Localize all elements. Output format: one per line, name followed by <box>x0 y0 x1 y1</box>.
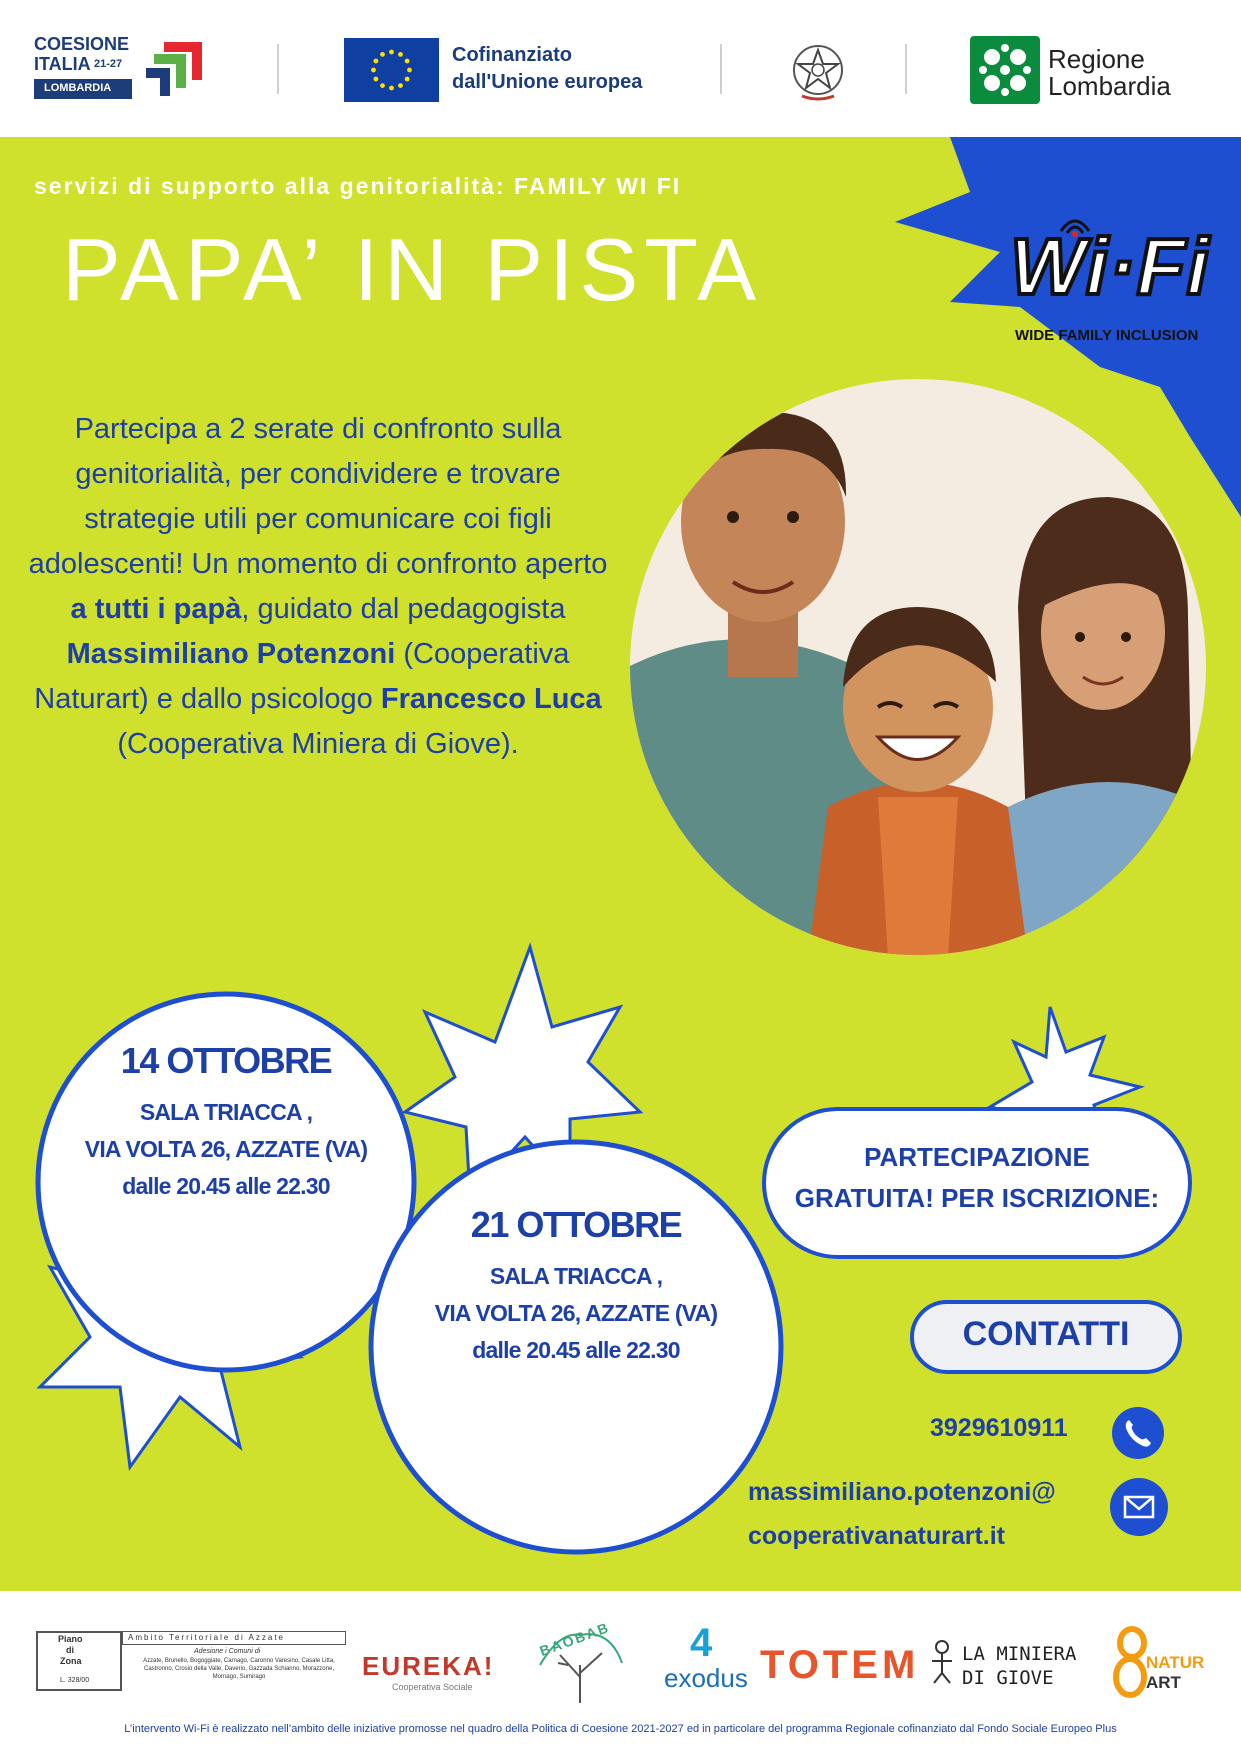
phone-icon[interactable] <box>1112 1407 1164 1459</box>
contacts-button-label[interactable]: CONTATTI <box>962 1315 1130 1353</box>
footer-disclaimer: L’intervento Wi-Fi è realizzato nell’ambito delle iniziative promosse nel quadro della Politica di Coesione 2021-2027 ed in particolare del programma Regionale cofinanziato dal Fondo Sociale Europeo Plus <box>124 1723 1117 1735</box>
desc-bold-dads: a tutti i papà <box>70 593 242 625</box>
piano-l1: Piano <box>58 1634 83 1644</box>
piano-law: L. 328/00 <box>60 1677 90 1684</box>
baobab-logo: BAOBAB <box>537 1618 612 1660</box>
miniera-figure-icon <box>928 1639 956 1685</box>
wifi-logo: Wi·Fi <box>1010 222 1210 311</box>
miniera-line1: LA MINIERA <box>962 1643 1077 1665</box>
desc-part: (Cooperativa Miniera di Giove). <box>117 728 519 760</box>
coesione-line2: ITALIA <box>34 54 91 74</box>
email-icon[interactable] <box>1110 1478 1168 1536</box>
event-1-time: dalle 20.45 alle 22.30 <box>122 1173 330 1199</box>
main-poster <box>0 137 1241 1591</box>
naturart-line1: NATUR <box>1146 1653 1205 1672</box>
desc-bold-psychologist: Francesco Luca <box>380 683 602 715</box>
coesione-line1: COESIONE <box>34 34 130 54</box>
desc-part: , guidato dal pedagogista <box>241 593 566 625</box>
piano-ambito: Ambito Territoriale di Azzate <box>128 1633 286 1642</box>
naturart-line2: ART <box>1146 1673 1181 1692</box>
footer-partners <box>0 1591 1241 1754</box>
eu-line2: dall'Unione europea <box>452 71 643 93</box>
exodus-number: 4 <box>690 1621 713 1665</box>
eureka-logo: EUREKA! <box>362 1651 495 1681</box>
piano-l2: di <box>66 1645 74 1655</box>
event-2-place: SALA TRIACCA , <box>489 1263 663 1289</box>
totem-logo: TOTEM <box>760 1643 920 1687</box>
event-1-address: VIA VOLTA 26, AZZATE (VA) <box>84 1136 368 1162</box>
regione-lombardia-logo <box>970 36 1040 104</box>
piano-comuni: Azzate, Brunello, Bogoggiate, Carnago, Caronno Varesino, Casale Litta, Castronno, Crosio della Valle, Daverio, Gazzada Schianno, Morazzone, Mornago, Sumirago <box>143 1658 335 1680</box>
eu-line1: Cofinanziato <box>452 44 572 66</box>
event-2-date: 21 OTTOBRE <box>470 1204 682 1245</box>
contact-email[interactable] <box>748 1470 1056 1558</box>
desc-part: (Cooperativa Naturart) e dallo psicologo <box>34 638 570 715</box>
registration-line2: GRATUITA! PER ISCRIZIONE: <box>794 1183 1160 1213</box>
email-line1[interactable]: massimiliano.potenzoni@ <box>748 1478 1056 1506</box>
coesione-years: 21-27 <box>94 58 123 70</box>
piano-l3: Zona <box>60 1656 82 1666</box>
coesione-italia-logo <box>34 34 214 104</box>
eureka-sub: Cooperativa Sociale <box>392 1682 473 1692</box>
desc-bold-pedagogist: Massimiliano Potenzoni <box>66 638 396 670</box>
email-line2[interactable]: cooperativanaturart.it <box>748 1522 1006 1550</box>
coesione-arrow-icon <box>144 34 210 98</box>
regione-line1: Regione <box>1048 44 1145 74</box>
piano-comuni-title: Adesione i Comuni di <box>194 1648 261 1655</box>
desc-part: Partecipa a 2 serate di confronto sulla genitorialità, per condividere e trovare strategie utili per comunicare coi figli adolescenti! Un momento di confronto aperto <box>28 413 608 580</box>
contact-phone[interactable]: 3929610911 <box>930 1414 1068 1442</box>
exodus-logo: exodus <box>664 1663 748 1693</box>
event-1-place: SALA TRIACCA , <box>139 1099 313 1125</box>
wifi-tagline: WIDE FAMILY INCLUSION <box>1015 327 1199 344</box>
coesione-region: LOMBARDIA <box>44 82 112 94</box>
miniera-line2: DI GIOVE <box>962 1667 1054 1689</box>
rosa-camuna-icon <box>970 36 1040 104</box>
event-2-address: VIA VOLTA 26, AZZATE (VA) <box>434 1300 718 1326</box>
eu-stars-icon <box>344 38 439 102</box>
eu-flag-logo <box>344 38 439 102</box>
regione-line2: Lombardia <box>1048 71 1171 101</box>
piano-di-zona-logo <box>36 1631 346 1693</box>
event-1-date: 14 OTTOBRE <box>120 1040 332 1081</box>
header-logos <box>0 0 1241 137</box>
registration-line1: PARTECIPAZIONE <box>864 1142 1090 1172</box>
subtitle: servizi di supporto alla genitorialità: FAMILY WI FI <box>34 173 682 199</box>
page-title: PAPA’ IN PISTA <box>62 220 763 319</box>
italian-emblem-icon <box>788 38 848 104</box>
event-2-time: dalle 20.45 alle 22.30 <box>472 1337 680 1363</box>
